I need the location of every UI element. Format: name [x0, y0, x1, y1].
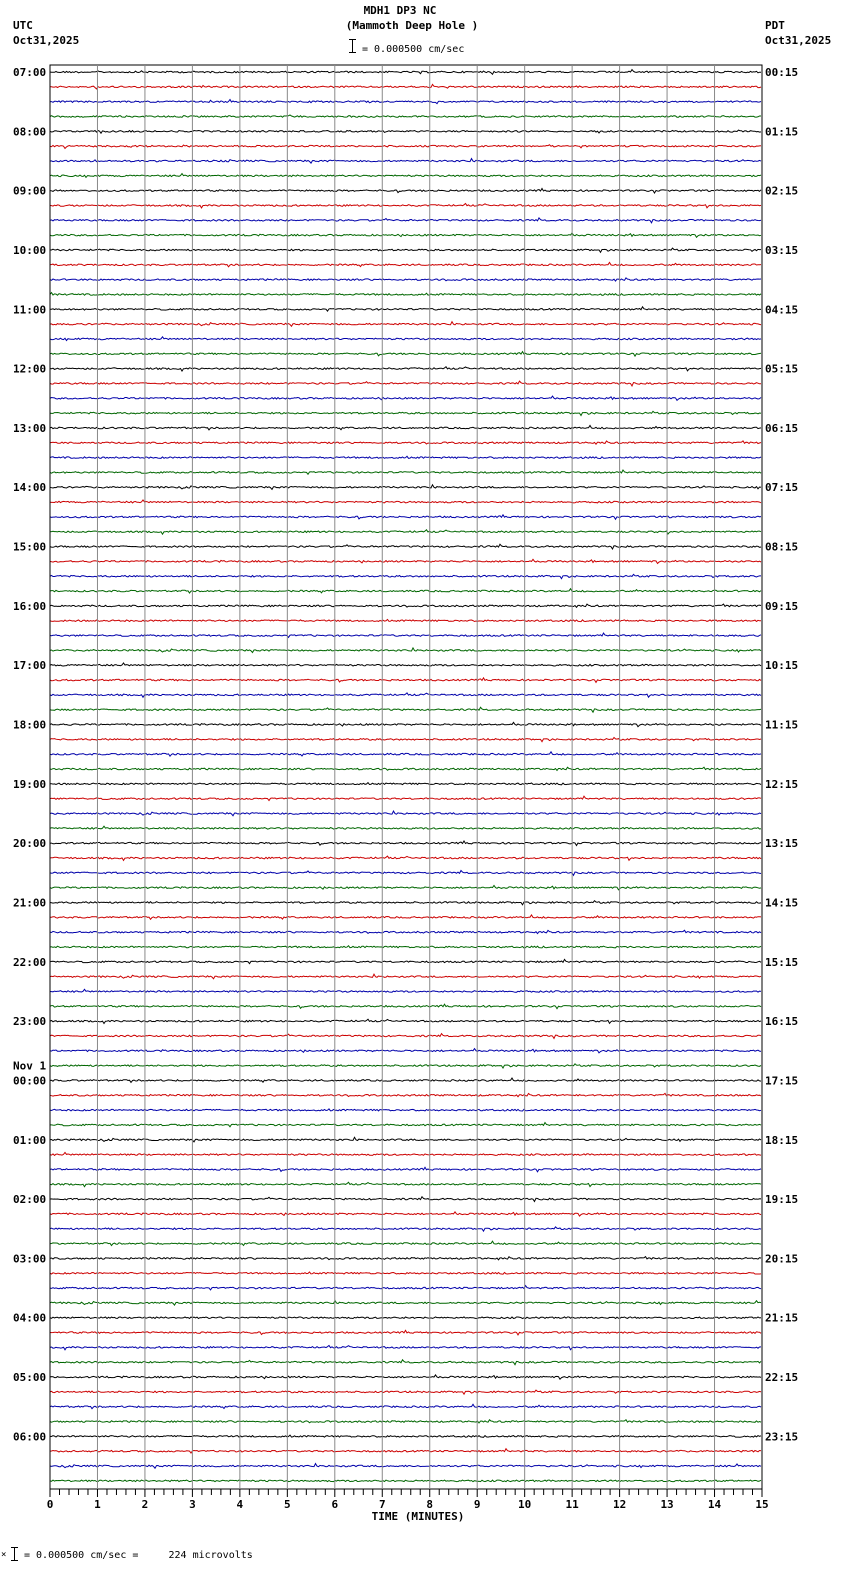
- pdt-hour-label: 15:15: [765, 955, 799, 969]
- pdt-hour-label: 22:15: [765, 1371, 799, 1385]
- seismic-trace: [50, 1167, 761, 1172]
- seismic-trace: [50, 307, 761, 311]
- seismic-trace: [50, 1078, 761, 1082]
- seismic-trace: [50, 1257, 761, 1260]
- site-title: (Mammoth Deep Hole ): [345, 19, 479, 32]
- seismic-trace: [50, 130, 761, 133]
- seismic-trace: [50, 530, 761, 534]
- calibration-marker: ×: [1, 1550, 7, 1560]
- seismic-trace: [50, 648, 761, 653]
- utc-hour-label: 18:00: [13, 718, 47, 732]
- seismic-trace: [50, 1227, 761, 1231]
- seismic-trace: [50, 915, 761, 919]
- pdt-hour-label: 16:15: [765, 1015, 799, 1029]
- pdt-hour-label: 11:15: [765, 718, 799, 732]
- seismic-trace: [50, 145, 761, 149]
- utc-hour-label: 13:00: [13, 421, 47, 435]
- utc-hour-label: 04:00: [13, 1311, 47, 1325]
- seismic-trace: [50, 1346, 761, 1350]
- calibration-text: = 0.000500 cm/sec = 224 microvolts: [24, 1550, 253, 1561]
- seismic-trace: [50, 678, 761, 683]
- seismic-trace: [50, 426, 761, 430]
- utc-hour-label: 20:00: [13, 837, 47, 851]
- seismic-trace: [50, 1109, 761, 1111]
- seismic-trace: [50, 84, 761, 89]
- seismic-trace: [50, 796, 761, 800]
- utc-hour-label: 19:00: [13, 777, 47, 791]
- seismic-trace: [50, 604, 761, 607]
- x-tick-label: 3: [189, 1498, 196, 1511]
- seismic-trace: [50, 352, 761, 357]
- seismic-trace: [50, 233, 761, 237]
- seismic-trace: [50, 946, 761, 948]
- seismic-trace: [50, 1272, 761, 1274]
- x-tick-label: 6: [331, 1498, 339, 1511]
- seismic-trace: [50, 1286, 761, 1290]
- seismic-trace: [50, 620, 761, 622]
- seismic-trace: [50, 367, 761, 371]
- seismic-trace: [50, 559, 761, 563]
- x-tick-label: 9: [473, 1498, 481, 1511]
- seismic-trace: [50, 470, 761, 474]
- utc-hour-label: 03:00: [13, 1252, 47, 1266]
- pdt-hour-label: 02:15: [765, 184, 799, 198]
- pdt-hour-label: 00:15: [765, 66, 799, 79]
- x-tick-label: 11: [565, 1498, 579, 1511]
- utc-hour-label: 10:00: [13, 243, 47, 257]
- x-tick-label: 5: [284, 1498, 291, 1511]
- seismic-trace: [50, 1152, 761, 1155]
- seismic-trace: [50, 1404, 761, 1408]
- seismic-trace: [50, 515, 761, 520]
- x-tick-label: 4: [236, 1498, 244, 1511]
- seismic-trace: [50, 1049, 761, 1053]
- x-tick-label: 8: [426, 1498, 434, 1511]
- seismic-trace: [50, 1197, 761, 1202]
- seismic-trace: [50, 1375, 761, 1379]
- utc-hour-label: 06:00: [13, 1430, 47, 1444]
- seismic-trace: [50, 1004, 761, 1009]
- seismic-trace: [50, 574, 761, 578]
- pdt-hour-label: 21:15: [765, 1311, 799, 1325]
- seismic-trace: [50, 1301, 761, 1306]
- seismic-trace: [50, 767, 761, 770]
- utc-hour-label: 05:00: [13, 1371, 47, 1385]
- pdt-hour-label: 04:15: [765, 303, 799, 317]
- seismic-trace: [50, 381, 761, 386]
- utc-hour-label: 23:00: [13, 1015, 47, 1029]
- utc-hour-label: 09:00: [13, 184, 47, 198]
- seismic-trace: [50, 783, 761, 785]
- seismic-trace: [50, 901, 761, 905]
- pdt-hour-label: 07:15: [765, 481, 799, 495]
- date-change-label: Nov 1: [13, 1059, 47, 1073]
- seismic-trace: [50, 1317, 761, 1319]
- seismic-trace: [50, 159, 761, 164]
- plot-frame: [50, 65, 762, 1489]
- pdt-hour-label: 20:15: [765, 1252, 799, 1266]
- seismic-trace: [50, 1182, 761, 1186]
- seismic-trace: [50, 1464, 761, 1469]
- pdt-hour-label: 08:15: [765, 540, 799, 554]
- seismic-trace: [50, 752, 761, 756]
- x-tick-label: 13: [660, 1498, 674, 1511]
- seismic-trace: [50, 293, 761, 296]
- pdt-hour-label: 14:15: [765, 896, 799, 910]
- x-tick-label: 14: [707, 1498, 722, 1511]
- seismic-trace: [50, 204, 761, 208]
- seismic-trace: [50, 959, 761, 963]
- seismic-trace: [50, 974, 761, 979]
- pdt-hour-label: 01:15: [765, 125, 799, 139]
- seismic-trace: [50, 322, 761, 327]
- x-tick-label: 15: [755, 1498, 769, 1511]
- seismic-trace: [50, 693, 761, 697]
- x-tick-label: 12: [612, 1498, 627, 1511]
- seismic-trace: [50, 589, 761, 593]
- x-tick-label: 10: [518, 1498, 532, 1511]
- seismic-trace: [50, 930, 761, 933]
- seismic-trace: [50, 544, 761, 549]
- utc-hour-label: 02:00: [13, 1193, 47, 1207]
- seismic-trace: [50, 70, 761, 75]
- utc-hour-label: 08:00: [13, 125, 47, 139]
- seismic-trace: [50, 663, 761, 666]
- seismic-trace: [50, 1137, 761, 1142]
- seismic-trace: [50, 826, 761, 829]
- pdt-hour-label: 06:15: [765, 421, 799, 435]
- seismic-trace: [50, 1449, 761, 1453]
- seismic-trace: [50, 811, 761, 816]
- pdt-hour-label: 17:15: [765, 1074, 799, 1088]
- seismic-trace: [50, 485, 761, 490]
- utc-hour-label: 14:00: [13, 481, 47, 495]
- seismic-trace: [50, 1420, 761, 1423]
- seismic-trace: [50, 262, 761, 266]
- seismic-trace: [50, 1034, 761, 1039]
- seismic-trace: [50, 115, 761, 117]
- calibration-bar-icon: [14, 1547, 15, 1561]
- seismic-trace: [50, 886, 761, 890]
- pdt-hour-label: 10:15: [765, 659, 799, 673]
- utc-hour-label: 01:00: [13, 1133, 47, 1147]
- utc-hour-label: 00:00: [13, 1074, 47, 1088]
- seismic-trace: [50, 441, 761, 444]
- utc-hour-label: 11:00: [13, 303, 47, 317]
- seismic-trace: [50, 100, 761, 104]
- seismic-trace: [50, 337, 761, 341]
- x-tick-label: 1: [94, 1498, 101, 1511]
- utc-hour-label: 22:00: [13, 955, 47, 969]
- seismic-trace: [50, 1330, 761, 1335]
- seismic-trace: [50, 841, 761, 846]
- utc-zone-label: UTC: [13, 19, 33, 32]
- seismic-trace: [50, 456, 761, 458]
- seismic-trace: [50, 856, 761, 860]
- seismic-trace: [50, 248, 761, 252]
- utc-hour-label: 07:00: [13, 66, 47, 79]
- pdt-hour-label: 18:15: [765, 1133, 799, 1147]
- pdt-hour-label: 09:15: [765, 599, 799, 613]
- seismic-trace: [50, 500, 761, 503]
- seismic-trace: [50, 1064, 761, 1068]
- pdt-hour-label: 12:15: [765, 777, 799, 791]
- seismic-trace: [50, 218, 761, 223]
- utc-hour-label: 21:00: [13, 896, 47, 910]
- pdt-date-label: Oct31,2025: [765, 34, 832, 47]
- seismic-trace: [50, 738, 761, 742]
- seismic-trace: [50, 722, 761, 726]
- seismic-trace: [50, 633, 761, 637]
- station-title: MDH1 DP3 NC: [363, 4, 437, 17]
- utc-hour-label: 15:00: [13, 540, 47, 554]
- seismic-trace: [50, 989, 761, 992]
- utc-date-label: Oct31,2025: [13, 34, 80, 47]
- seismic-trace: [50, 1212, 761, 1216]
- seismic-trace: [50, 411, 761, 415]
- utc-hour-label: 12:00: [13, 362, 47, 376]
- utc-hour-label: 16:00: [13, 599, 47, 613]
- seismic-trace: [50, 278, 761, 281]
- seismic-trace: [50, 1480, 761, 1482]
- seismic-trace: [50, 1093, 761, 1096]
- pdt-zone-label: PDT: [765, 19, 785, 32]
- seismic-trace: [50, 1360, 761, 1365]
- pdt-hour-label: 13:15: [765, 837, 799, 851]
- pdt-hour-label: 19:15: [765, 1193, 799, 1207]
- x-tick-label: 0: [46, 1498, 54, 1511]
- x-axis-label: TIME (MINUTES): [371, 1510, 465, 1523]
- pdt-hour-label: 03:15: [765, 243, 799, 257]
- seismic-trace: [50, 1019, 761, 1023]
- seismic-trace: [50, 1435, 761, 1437]
- seismic-trace: [50, 1241, 761, 1245]
- seismic-trace: [50, 396, 761, 400]
- x-tick-label: 7: [378, 1498, 386, 1511]
- seismic-trace: [50, 1123, 761, 1127]
- seismic-trace: [50, 871, 761, 876]
- seismic-trace: [50, 189, 761, 194]
- seismic-trace: [50, 1390, 761, 1394]
- pdt-hour-label: 23:15: [765, 1430, 799, 1444]
- x-tick-label: 2: [141, 1498, 149, 1511]
- amplitude-scale: = 0.000500 cm/sec: [362, 44, 465, 55]
- utc-hour-label: 17:00: [13, 659, 47, 673]
- seismic-trace: [50, 707, 761, 712]
- seismic-trace: [50, 174, 761, 178]
- pdt-hour-label: 05:15: [765, 362, 799, 376]
